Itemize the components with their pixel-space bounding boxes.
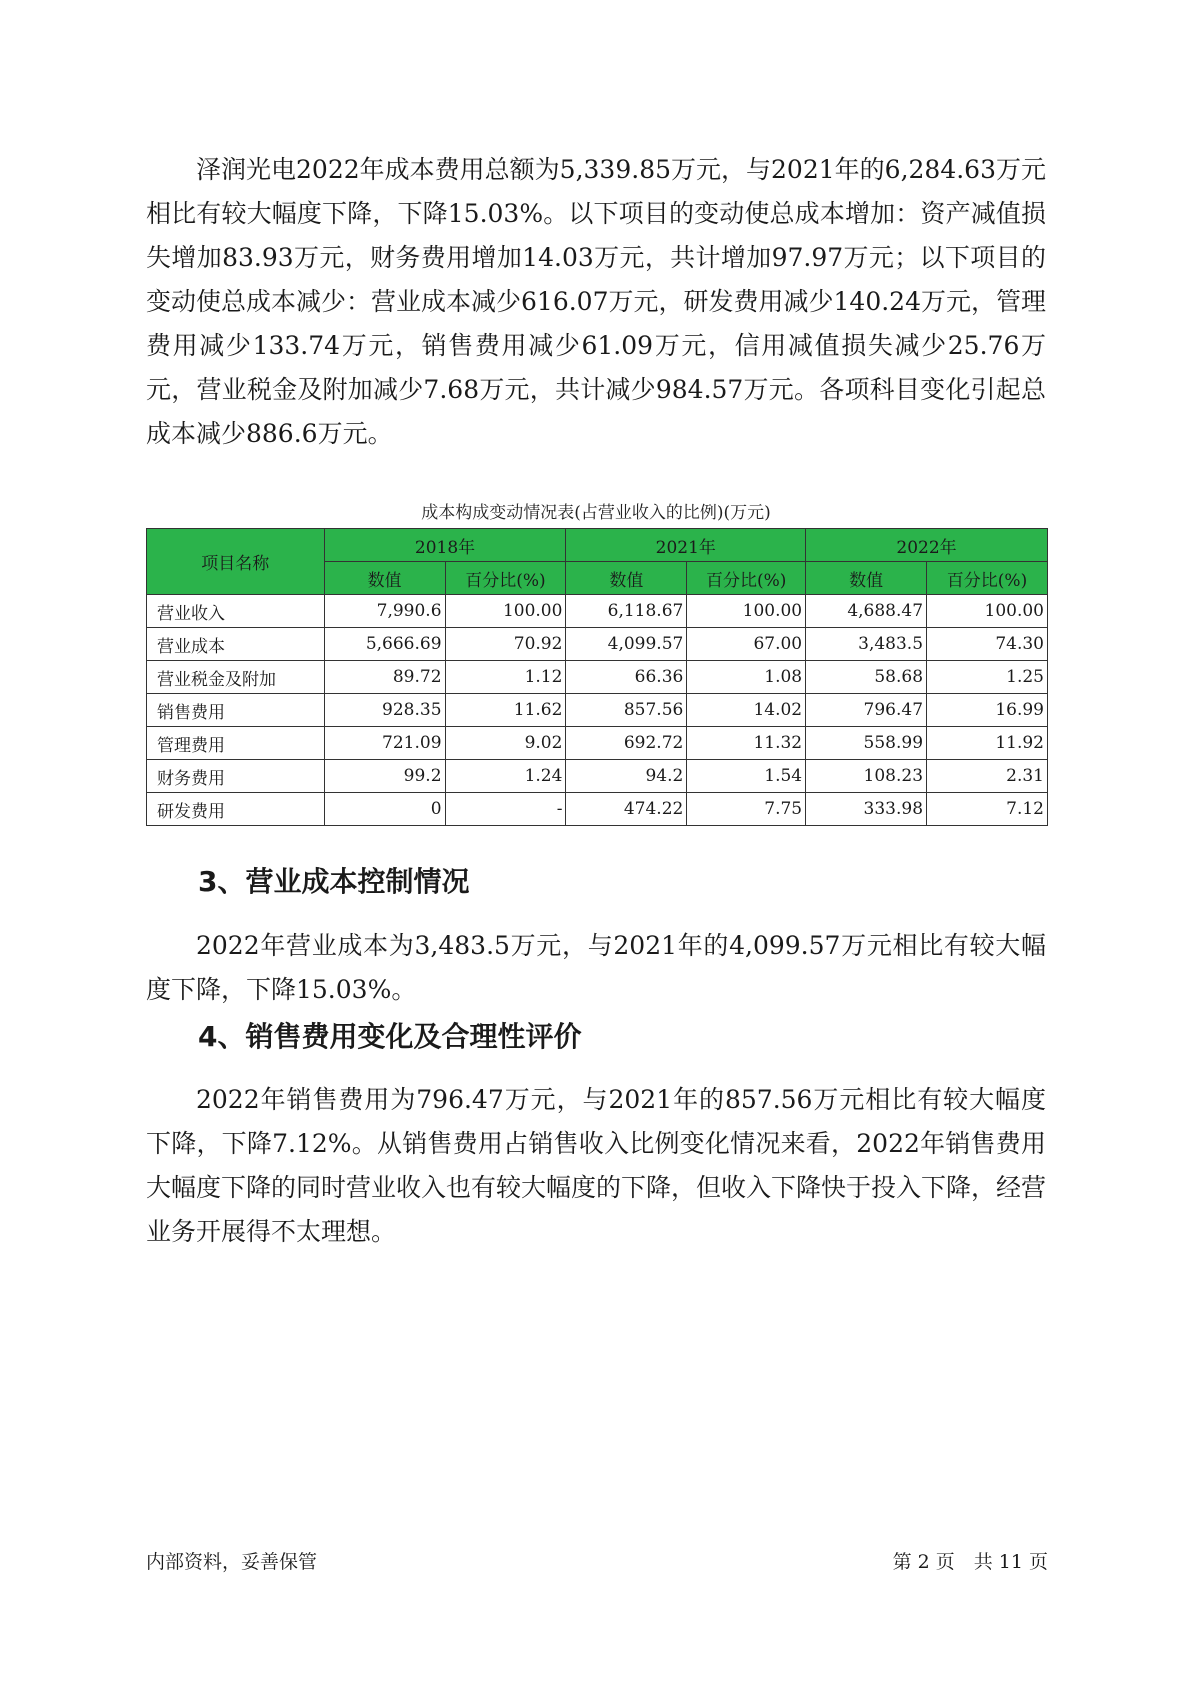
cell-value: 108.23 [806, 760, 927, 793]
table-row [147, 760, 1048, 793]
header-percent: 百分比(%) [687, 562, 806, 595]
header-year-2022: 2022年 [806, 529, 1048, 562]
section-heading-cost-control: 3、营业成本控制情况 [198, 865, 470, 898]
row-item-name: 财务费用 [147, 760, 325, 793]
cell-value: 928.35 [324, 694, 445, 727]
cell-percent: 100.00 [445, 595, 566, 628]
cell-value: 5,666.69 [324, 628, 445, 661]
cell-percent: 1.54 [687, 760, 806, 793]
cell-percent: 2.31 [927, 760, 1048, 793]
row-item-name: 研发费用 [147, 793, 325, 826]
table-header-row-years [147, 529, 1048, 562]
cell-percent: 1.12 [445, 661, 566, 694]
header-value: 数值 [566, 562, 687, 595]
table-row [147, 727, 1048, 760]
table-row [147, 628, 1048, 661]
table-row [147, 661, 1048, 694]
cell-value: 4,099.57 [566, 628, 687, 661]
cell-value: 94.2 [566, 760, 687, 793]
footer-page-number: 第 2 页 共 11 页 [892, 1551, 1048, 1573]
cell-percent: 14.02 [687, 694, 806, 727]
cell-value: 89.72 [324, 661, 445, 694]
header-item-name: 项目名称 [147, 529, 325, 595]
cell-value: 6,118.67 [566, 595, 687, 628]
cell-value: 58.68 [806, 661, 927, 694]
cell-percent: 67.00 [687, 628, 806, 661]
header-percent: 百分比(%) [445, 562, 566, 595]
table-row [147, 694, 1048, 727]
table-caption: 成本构成变动情况表(占营业收入的比例)(万元) [421, 503, 771, 523]
intro-paragraph: 泽润光电2022年成本费用总额为5,339.85万元，与2021年的6,284.63万元相比有较大幅度下降，下降15.03%。以下项目的变动使总成本增加：资产减值损失增加83.93万元，财务费用增加14.03万元，共计增加97.97万元；以下项目的变动使总成本减少：营业成本减少616.07万元，研发费用减少140.24万元，管理费用减少133.74万元，销售费用减少61.09万元，信用减值损失减少25.76万元，营业税金及附加减少7.68万元，共计减少984.57万元。各项科目变化引起总成本减少886.6万元。 [146, 155, 1046, 448]
cell-percent: - [445, 793, 566, 826]
header-year-2021: 2021年 [566, 529, 806, 562]
cell-value: 857.56 [566, 694, 687, 727]
cell-value: 7,990.6 [324, 595, 445, 628]
cell-percent: 11.32 [687, 727, 806, 760]
table-row [147, 595, 1048, 628]
table-row [147, 793, 1048, 826]
row-item-name: 营业成本 [147, 628, 325, 661]
table-body [147, 595, 1048, 826]
cell-value: 474.22 [566, 793, 687, 826]
cell-value: 66.36 [566, 661, 687, 694]
cell-value: 558.99 [806, 727, 927, 760]
row-item-name: 销售费用 [147, 694, 325, 727]
cell-value: 3,483.5 [806, 628, 927, 661]
cell-value: 4,688.47 [806, 595, 927, 628]
cell-value: 721.09 [324, 727, 445, 760]
cost-structure-table [146, 528, 1048, 826]
cell-percent: 7.75 [687, 793, 806, 826]
cell-percent: 1.24 [445, 760, 566, 793]
cell-percent: 7.12 [927, 793, 1048, 826]
row-item-name: 营业收入 [147, 595, 325, 628]
cell-percent: 9.02 [445, 727, 566, 760]
cell-percent: 1.25 [927, 661, 1048, 694]
cell-percent: 70.92 [445, 628, 566, 661]
header-percent: 百分比(%) [927, 562, 1048, 595]
cell-percent: 11.92 [927, 727, 1048, 760]
footer-confidential-note: 内部资料，妥善保管 [146, 1551, 318, 1573]
section-heading-sales-expense: 4、销售费用变化及合理性评价 [198, 1020, 582, 1053]
row-item-name: 管理费用 [147, 727, 325, 760]
sales-expense-paragraph: 2022年销售费用为796.47万元，与2021年的857.56万元相比有较大幅度下降，下降7.12%。从销售费用占销售收入比例变化情况来看，2022年销售费用大幅度下降的同时营业收入也有较大幅度的下降，但收入下降快于投入下降，经营业务开展得不太理想。 [146, 1085, 1047, 1246]
cell-value: 692.72 [566, 727, 687, 760]
cell-percent: 74.30 [927, 628, 1048, 661]
header-value: 数值 [324, 562, 445, 595]
cell-percent: 11.62 [445, 694, 566, 727]
header-year-2018: 2018年 [324, 529, 566, 562]
row-item-name: 营业税金及附加 [147, 661, 325, 694]
cell-value: 0 [324, 793, 445, 826]
header-value: 数值 [806, 562, 927, 595]
cell-percent: 16.99 [927, 694, 1048, 727]
cell-value: 333.98 [806, 793, 927, 826]
cell-percent: 100.00 [687, 595, 806, 628]
cell-value: 796.47 [806, 694, 927, 727]
cost-control-paragraph: 2022年营业成本为3,483.5万元，与2021年的4,099.57万元相比有较大幅度下降，下降15.03%。 [146, 931, 1046, 1004]
cell-value: 99.2 [324, 760, 445, 793]
cell-percent: 100.00 [927, 595, 1048, 628]
cell-percent: 1.08 [687, 661, 806, 694]
